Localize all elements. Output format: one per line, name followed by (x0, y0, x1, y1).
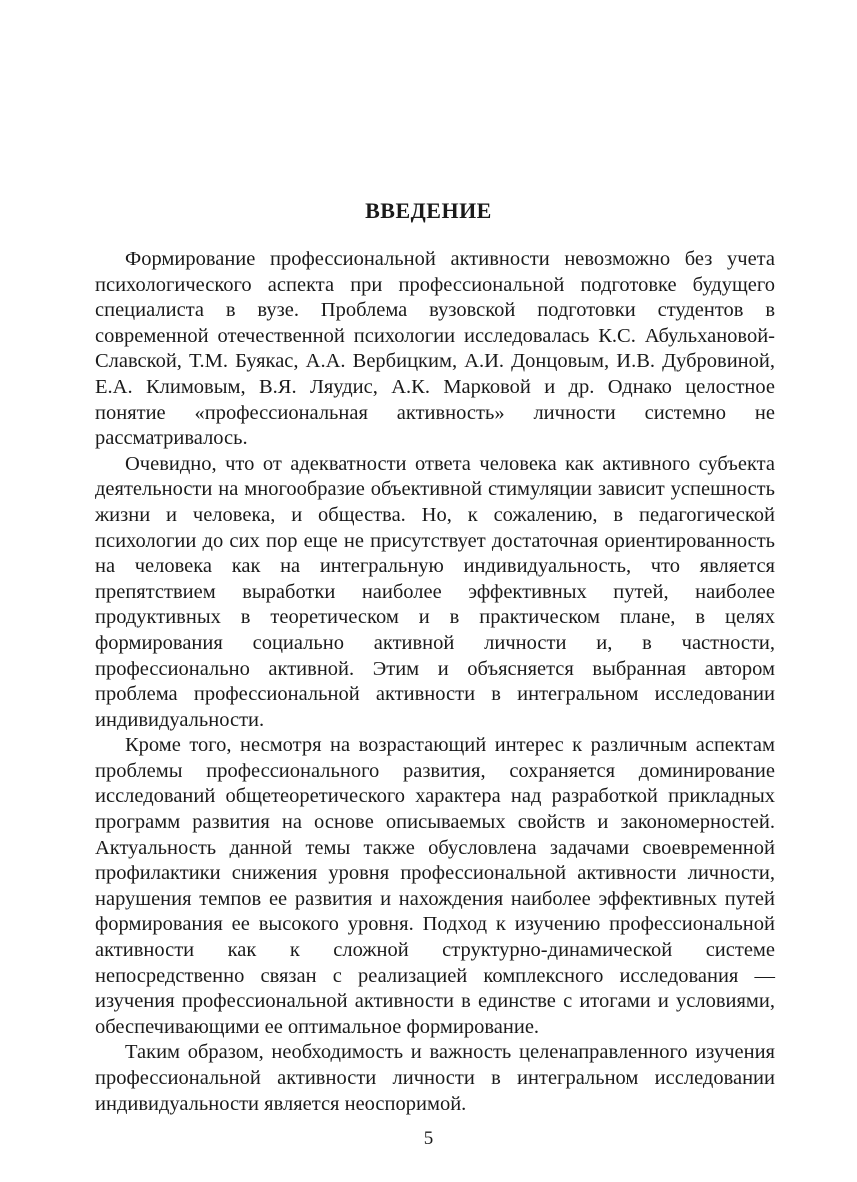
paragraph-3: Кроме того, несмотря на возрастающий интерес к различным аспектам проблемы профессионального развития, сохраняется доминирование исследований общетеоретического характера над разработкой прикладных программ развития на основе описываемых свойств и закономерностей. Актуальность данной темы также обусловлена задачами своевременной профилактики снижения уровня профессиональной активности личности, нарушения темпов ее развития и нахождения наиболее эффективных путей формирования ее высокого уровня. Подход к изучению профессиональной активности как к сложной структурно-динамической системе непосредственно связан с реализацией комплексного исследования — изучения профессиональной активности в единстве с итогами и условиями, обеспечивающими ее оптимальное формирование. (95, 734, 775, 1038)
paragraph-2: Очевидно, что от адекватности ответа человека как активного субъекта деятельности на многообразие объективной стимуляции зависит успешность жизни и человека, и общества. Но, к сожалению, в педагогической психологии до сих пор еще не присутствует достаточная ориентированность на человека как на интегральную индивидуальность, что является препятствием выработки наиболее эффективных путей, наиболее продуктивных в теоретическом и в практическом плане, в целях формирования социально активной личности и, в частности, профессионально активной. Этим и объясняется выбранная автором проблема профессиональной активности в интегральном исследовании индивидуальности. (95, 452, 775, 731)
page-number: 5 (423, 1128, 434, 1149)
body-text (95, 247, 775, 1117)
paragraph-1: Формирование профессиональной активности невозможно без учета психологического аспекта при профессиональной подготовке будущего специалиста в вузе. Проблема вузовской подготовки студентов в современной отечественной психологии исследовалась К.С. Абульхановой-Славской, Т.М. Буякас, А.А. Вербицким, А.И. Донцовым, И.В. Дубровиной, Е.А. Климовым, В.Я. Ляудис, А.К. Марковой и др. Однако целостное понятие «профессиональная активность» личности системно не рассматривалось. (95, 248, 775, 450)
paragraph-4: Таким образом, необходимость и важность целенаправленного изучения профессиональной активности личности в интегральном исследовании индивидуальности является неоспоримой. (95, 1041, 775, 1115)
chapter-title: ВВЕДЕНИЕ (365, 198, 492, 223)
